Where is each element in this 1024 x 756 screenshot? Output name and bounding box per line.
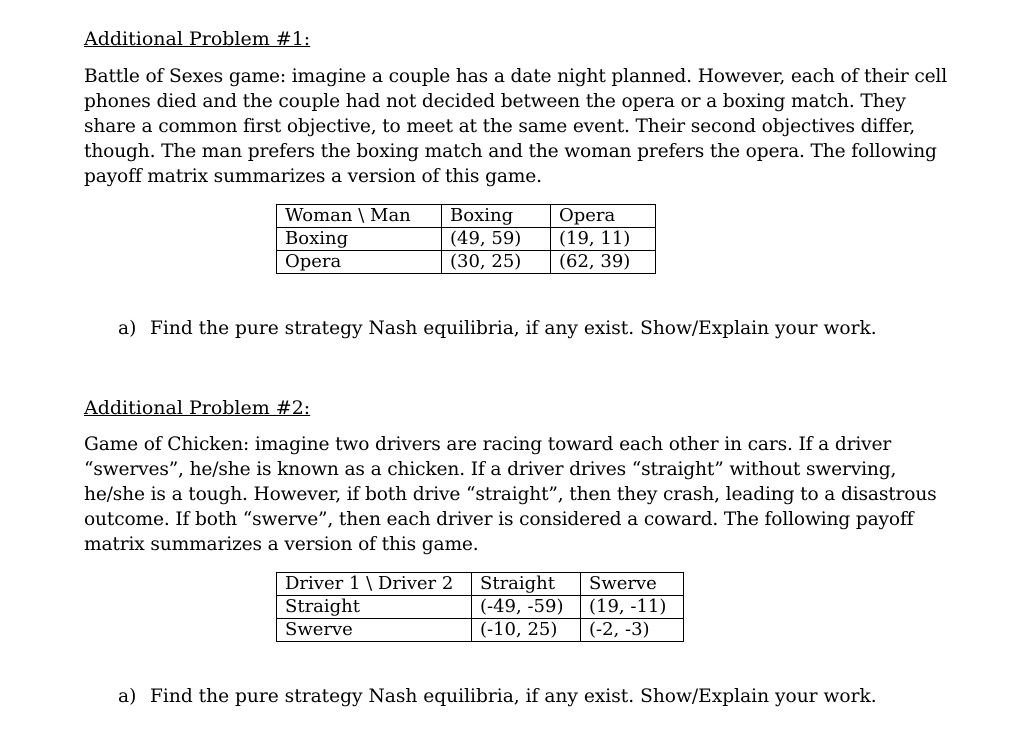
table-cell: (19, -11): [581, 596, 684, 619]
table-column-header: Opera: [551, 205, 656, 228]
table-cell: (49, 59): [442, 228, 551, 251]
question-text: Find the pure strategy Nash equilibria, if any exist. Show/Explain your work.: [150, 318, 877, 339]
problem-2-heading: Additional Problem #2:: [84, 397, 311, 419]
table-cell: (-2, -3): [581, 619, 684, 642]
table-header-row: [277, 205, 656, 228]
table-cell: (-49, -59): [472, 596, 581, 619]
problem-1-question: [84, 316, 1020, 341]
table-column-header: Straight: [472, 573, 581, 596]
table-row: [277, 596, 684, 619]
table-column-header: Boxing: [442, 205, 551, 228]
document-page: [84, 24, 954, 707]
problem-1-paragraph: Battle of Sexes game: imagine a couple has a date night planned. However, each of their cell phones died and the couple had not decided between the opera or a boxing match. They share a common first objective, to meet at the same event. Their second objectives differ, though. The man prefers the boxing match and the woman prefers the opera. The following payoff matrix summarizes a version of this game.: [84, 66, 948, 187]
table-cell: (19, 11): [551, 228, 656, 251]
table-header-row: [277, 573, 684, 596]
table-row-label: Swerve: [277, 619, 472, 642]
table-row: [277, 619, 684, 642]
question-marker: a): [118, 318, 137, 339]
table-cell: (-10, 25): [472, 619, 581, 642]
problem-2-paragraph: Game of Chicken: imagine two drivers are racing toward each other in cars. If a driver “swerves”, he/she is known as a chicken. If a driver drives “straight” without swerving, he/she is a tough. However, if both drive “straight”, then they crash, leading to a disastrous outcome. If both “swerve”, then each driver is considered a coward. The following payoff matrix summarizes a version of this game.: [84, 434, 937, 555]
problem-2-question: [84, 684, 1020, 709]
table-row: [277, 251, 656, 274]
problem-1-heading: Additional Problem #1:: [84, 28, 311, 50]
question-marker: a): [118, 686, 137, 707]
table-corner-cell: Driver 1 \ Driver 2: [277, 573, 472, 596]
table-row: [277, 228, 656, 251]
table-cell: (30, 25): [442, 251, 551, 274]
table-column-header: Swerve: [581, 573, 684, 596]
question-text: Find the pure strategy Nash equilibria, if any exist. Show/Explain your work.: [150, 686, 877, 707]
table-cell: (62, 39): [551, 251, 656, 274]
table-row-label: Opera: [277, 251, 442, 274]
table-row-label: Straight: [277, 596, 472, 619]
problem-2-payoff-table: [276, 572, 684, 642]
table-row-label: Boxing: [277, 228, 442, 251]
table-corner-cell: Woman \ Man: [277, 205, 442, 228]
problem-1-payoff-table: [276, 204, 656, 274]
